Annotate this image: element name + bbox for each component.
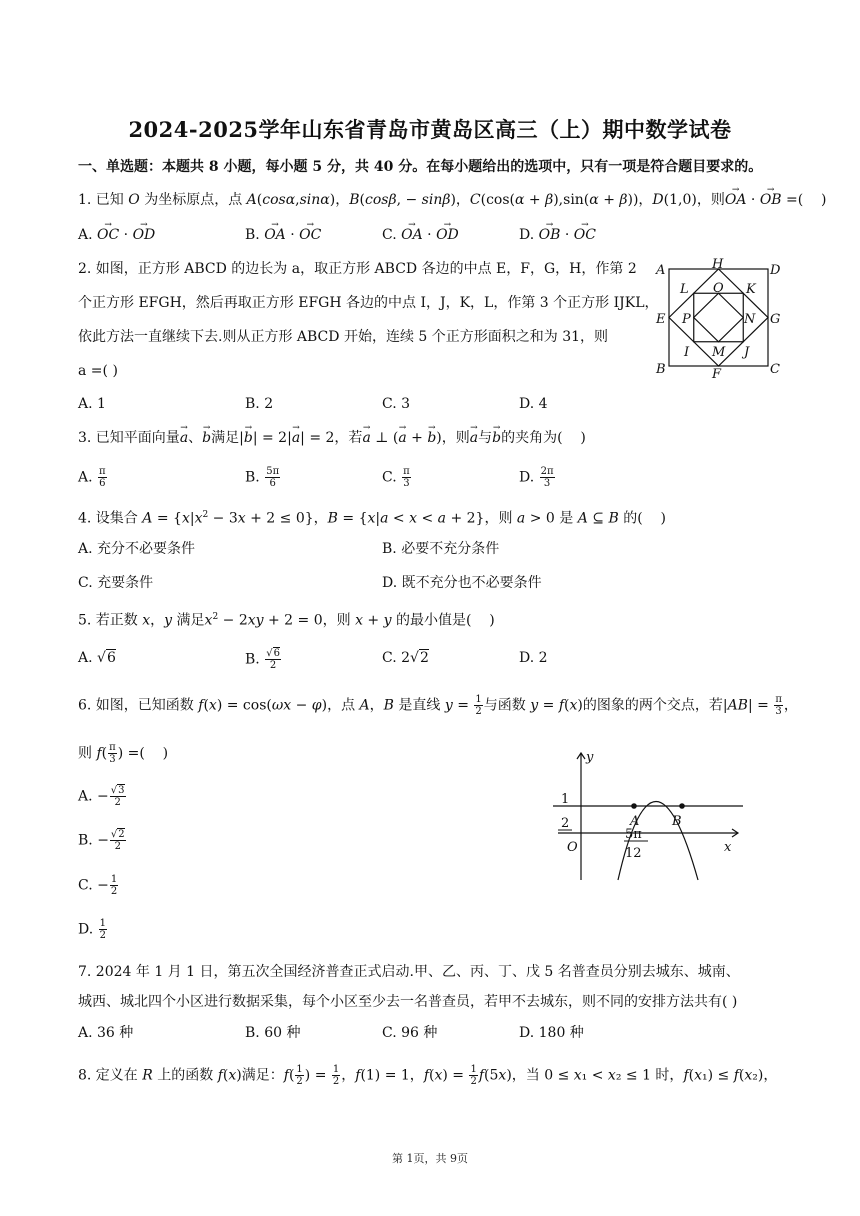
q3-option-c: C. $\frac{\pi}{3}$	[382, 466, 410, 489]
point-B	[679, 803, 685, 809]
q1-option-a: A. → OC · → OD	[78, 225, 155, 245]
q6-stem-2: 则 f( $\frac{\pi}{3}$ ) =( )	[78, 742, 169, 765]
svg-text:A: A	[630, 814, 640, 829]
svg-text:12: 12	[625, 846, 642, 861]
label-G: G	[770, 312, 781, 327]
q6-option-a: A. − $\frac{√3}{2}$	[78, 785, 125, 808]
svg-text:O: O	[567, 840, 578, 855]
q5-stem: 5. 若正数 x，y 满足$x^2 - 2xy + 2 = 0$，则 x + y 的最小值是( )	[78, 612, 495, 629]
svg-text:y: y	[586, 750, 594, 765]
q2-line-4: a =( )	[78, 363, 118, 379]
svg-text:x: x	[724, 840, 732, 855]
q5-option-b: B. $\frac{√6}{2}$	[245, 648, 280, 671]
cosine-graph-figure	[548, 745, 748, 885]
label-L: L	[680, 282, 689, 297]
q7-option-b: B. 60 种	[245, 1025, 301, 1041]
svg-text:1: 1	[561, 792, 570, 807]
q2-option-a: A. 1	[78, 396, 106, 412]
q1-option-b: B. → OA · → OC	[245, 225, 321, 245]
svg-text:2: 2	[561, 816, 570, 831]
nested-squares-figure	[652, 258, 787, 378]
q1-option-d: D. → OB · → OC	[519, 225, 596, 245]
q2-option-c: C. 3	[382, 396, 411, 412]
q3-option-b: B. $\frac{5\pi}{6}$	[245, 466, 280, 489]
q2-line-2: 个正方形 EFGH，然后再取正方形 EFGH 各边的中点 I，J，K，L，作第 3 个正方形 IJKL，	[78, 295, 659, 311]
q2-option-d: D. 4	[519, 396, 548, 412]
q8-stem: 8. 定义在 R 上的函数 f(x)满足：f( $\frac{1}{2}$ ) = $\frac{1}{2}$ ，f(1) = 1，f(x) = $\frac{1}{2}$ f(5x)，当 0 ≤ x₁ < x₂ ≤ 1 时，f(x₁) ≤ f(x₂)，	[78, 1064, 778, 1087]
q7-option-a: A. 36 种	[78, 1025, 134, 1041]
q5-option-d: D. 2	[519, 650, 548, 666]
point-A	[631, 803, 637, 809]
q7-option-c: C. 96 种	[382, 1025, 438, 1041]
q3-option-d: D. $\frac{2\pi}{3}$	[519, 466, 554, 489]
q1-option-c: C. → OA · → OD	[382, 225, 459, 245]
q2-line-1: 2. 如图，正方形 ABCD 的边长为 a，取正方形 ABCD 各边的中点 E，F，G，H，作第 2	[78, 261, 637, 277]
label-M: M	[712, 345, 726, 360]
page-footer: 第 1页，共 9页	[392, 1152, 468, 1165]
q2-line-3: 依此方法一直继续下去.则从正方形 ABCD 开始，连续 5 个正方形面积之和为 31，则	[78, 329, 609, 345]
q4-option-b: B. 必要不充分条件	[382, 541, 500, 557]
label-D: D	[770, 263, 781, 278]
label-F: F	[712, 367, 722, 378]
label-P: P	[682, 312, 691, 327]
label-I: I	[684, 345, 690, 360]
q7-line-1: 7. 2024 年 1 月 1 日，第五次全国经济普查正式启动.甲、乙、丙、丁、戊 5 名普查员分别去城东、城南、	[78, 964, 740, 980]
q6-option-d: D. $\frac{1}{2}$	[78, 918, 107, 941]
q4-option-c: C. 充要条件	[78, 575, 154, 591]
paper-title: 2024-2025学年山东省青岛市黄岛区高三（上）期中数学试卷	[128, 117, 732, 142]
q4-stem: 4. 设集合 $A = \{x|x^2 - 3x + 2 \le 0\}$，B = {x|a < x < a + 2}，则 a > 0 是 A ⊆ B 的( )	[78, 510, 666, 527]
q7-line-2: 城西、城北四个小区进行数据采集，每个小区至少去一名普查员，若甲不去城东，则不同的安排方法共有( )	[78, 994, 738, 1010]
svg-text:5π: 5π	[625, 827, 642, 842]
q3-option-a: A. $\frac{\pi}{6}$	[78, 466, 106, 489]
q1-stem: 1. 已知 O 为坐标原点，点 A(cosα,sinα)，B(cosβ, − sinβ)，C(cos(α + β),sin(α + β))，D(1,0)，则→ OA · → OB =( )	[78, 190, 826, 210]
svg-text:B: B	[672, 814, 682, 829]
q7-option-d: D. 180 种	[519, 1025, 584, 1041]
label-K: K	[746, 282, 756, 297]
q6-stem: 6. 如图，已知函数 f(x) = cos(ωx − φ)，点 A，B 是直线 y = $\frac{1}{2}$ 与函数 y = f(x)的图象的两个交点，若|AB| = $\frac{\pi}{3}$ ，	[78, 694, 798, 717]
label-A: A	[656, 263, 666, 278]
label-H: H	[712, 258, 724, 272]
label-J: J	[744, 345, 750, 360]
q5-option-a: A. √6	[78, 650, 116, 666]
label-C: C	[770, 362, 780, 377]
q4-option-a: A. 充分不必要条件	[78, 541, 196, 557]
q2-option-b: B. 2	[245, 396, 274, 412]
section-heading: 一、单选题：本题共 8 小题，每小题 5 分，共 40 分。在每小题给出的选项中，只有一项是符合题目要求的。	[78, 159, 763, 175]
q6-option-c: C. − $\frac{1}{2}$	[78, 874, 118, 897]
label-E: E	[656, 312, 666, 327]
q3-stem: 3. 已知平面向量→ a、→ b满足|→ b| = 2|→ a| = 2，若→ a ⊥ (→ a + → b)，则→ a与→ b的夹角为( )	[78, 428, 586, 448]
q5-option-c: C. 2√2	[382, 650, 429, 666]
label-N: N	[744, 312, 756, 327]
q6-option-b: B. − $\frac{√2}{2}$	[78, 829, 125, 852]
label-B: B	[656, 362, 666, 377]
label-O: O	[713, 281, 724, 296]
q4-option-d: D. 既不充分也不必要条件	[382, 575, 542, 591]
